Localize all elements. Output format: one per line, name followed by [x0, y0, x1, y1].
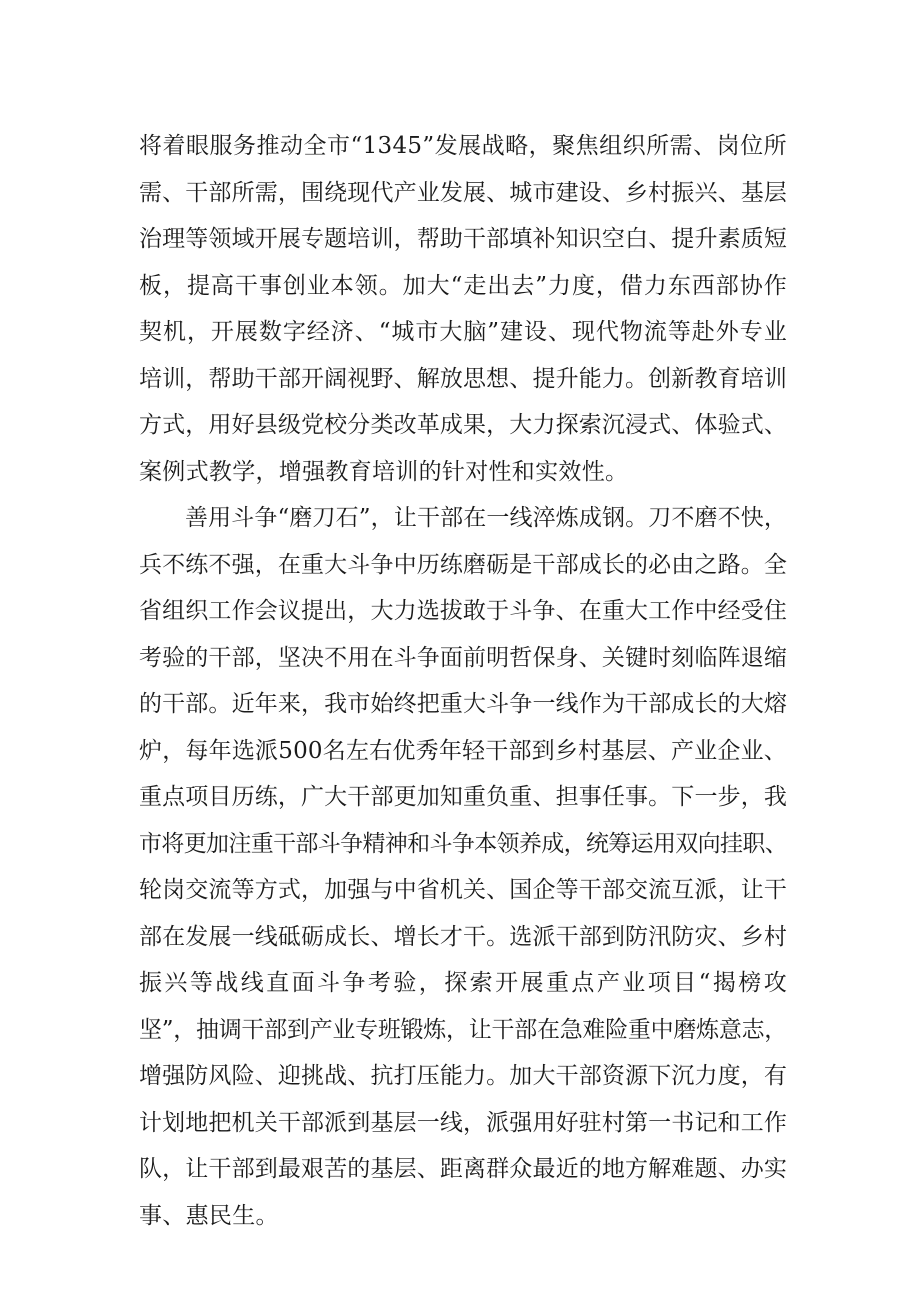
text-line: 的干部。近年来，我市始终把重大斗争一线作为干部成长的大熔: [139, 691, 787, 717]
text-line: 省组织工作会议提出，大力选拔敢于斗争、在重大工作中经受住: [139, 598, 787, 624]
document-body: [139, 123, 787, 1239]
text-line: 板，提高干事创业本领。加大“走出去”力度，借力东西部协作: [139, 272, 787, 299]
text-line: 市将更加注重干部斗争精神和斗争本领养成，统筹运用双向挂职、: [139, 830, 787, 857]
text-line: 坚”，抽调干部到产业专班锻炼，让干部在急难险重中磨炼意志，: [139, 1016, 787, 1043]
text-line: 需、干部所需，围绕现代产业发展、城市建设、乡村振兴、基层: [139, 179, 787, 206]
text-line: 重点项目历练，广大干部更加知重负重、担事任事。下一步，我: [139, 784, 787, 810]
text-line: 培训，帮助干部开阔视野、解放思想、提升能力。创新教育培训: [139, 365, 787, 392]
text-line: 部在发展一线砥砺成长、增长才干。选派干部到防汛防灾、乡村: [139, 923, 787, 950]
text-line: 善用斗争“磨刀石”，让干部在一线淬炼成钢。刀不磨不快，: [185, 505, 787, 531]
text-line: 考验的干部，坚决不用在斗争面前明哲保身、关键时刻临阵退缩: [139, 644, 787, 671]
text-line: 治理等领域开展专题培训，帮助干部填补知识空白、提升素质短: [139, 226, 787, 252]
paragraph-2: [139, 495, 787, 1239]
text-line: 契机，开展数字经济、“城市大脑”建设、现代物流等赴外专业: [139, 319, 787, 345]
text-line: 将着眼服务推动全市“1345”发展战略，聚焦组织所需、岗位所: [139, 133, 787, 159]
text-line: 案例式教学，增强教育培训的针对性和实效性。: [139, 458, 629, 485]
text-line: 计划地把机关干部派到基层一线，派强用好驻村第一书记和工作: [139, 1109, 787, 1136]
text-line: 轮岗交流等方式，加强与中省机关、国企等干部交流互派，让干: [139, 877, 787, 903]
text-line: 振兴等战线直面斗争考验，探索开展重点产业项目“揭榜攻: [139, 970, 787, 996]
text-line: 增强防风险、迎挑战、抗打压能力。加大干部资源下沉力度，有: [139, 1063, 787, 1089]
text-line: 队，让干部到最艰苦的基层、距离群众最近的地方解难题、办实: [139, 1156, 787, 1182]
text-line: 事、惠民生。: [139, 1202, 279, 1229]
text-line: 方式，用好县级党校分类改革成果，大力探索沉浸式、体验式、: [139, 412, 787, 438]
paragraph-1: [139, 123, 787, 495]
text-line: 兵不练不强，在重大斗争中历练磨砺是干部成长的必由之路。全: [139, 551, 787, 578]
text-line: 炉，每年选派500名左右优秀年轻干部到乡村基层、产业企业、: [139, 737, 787, 764]
